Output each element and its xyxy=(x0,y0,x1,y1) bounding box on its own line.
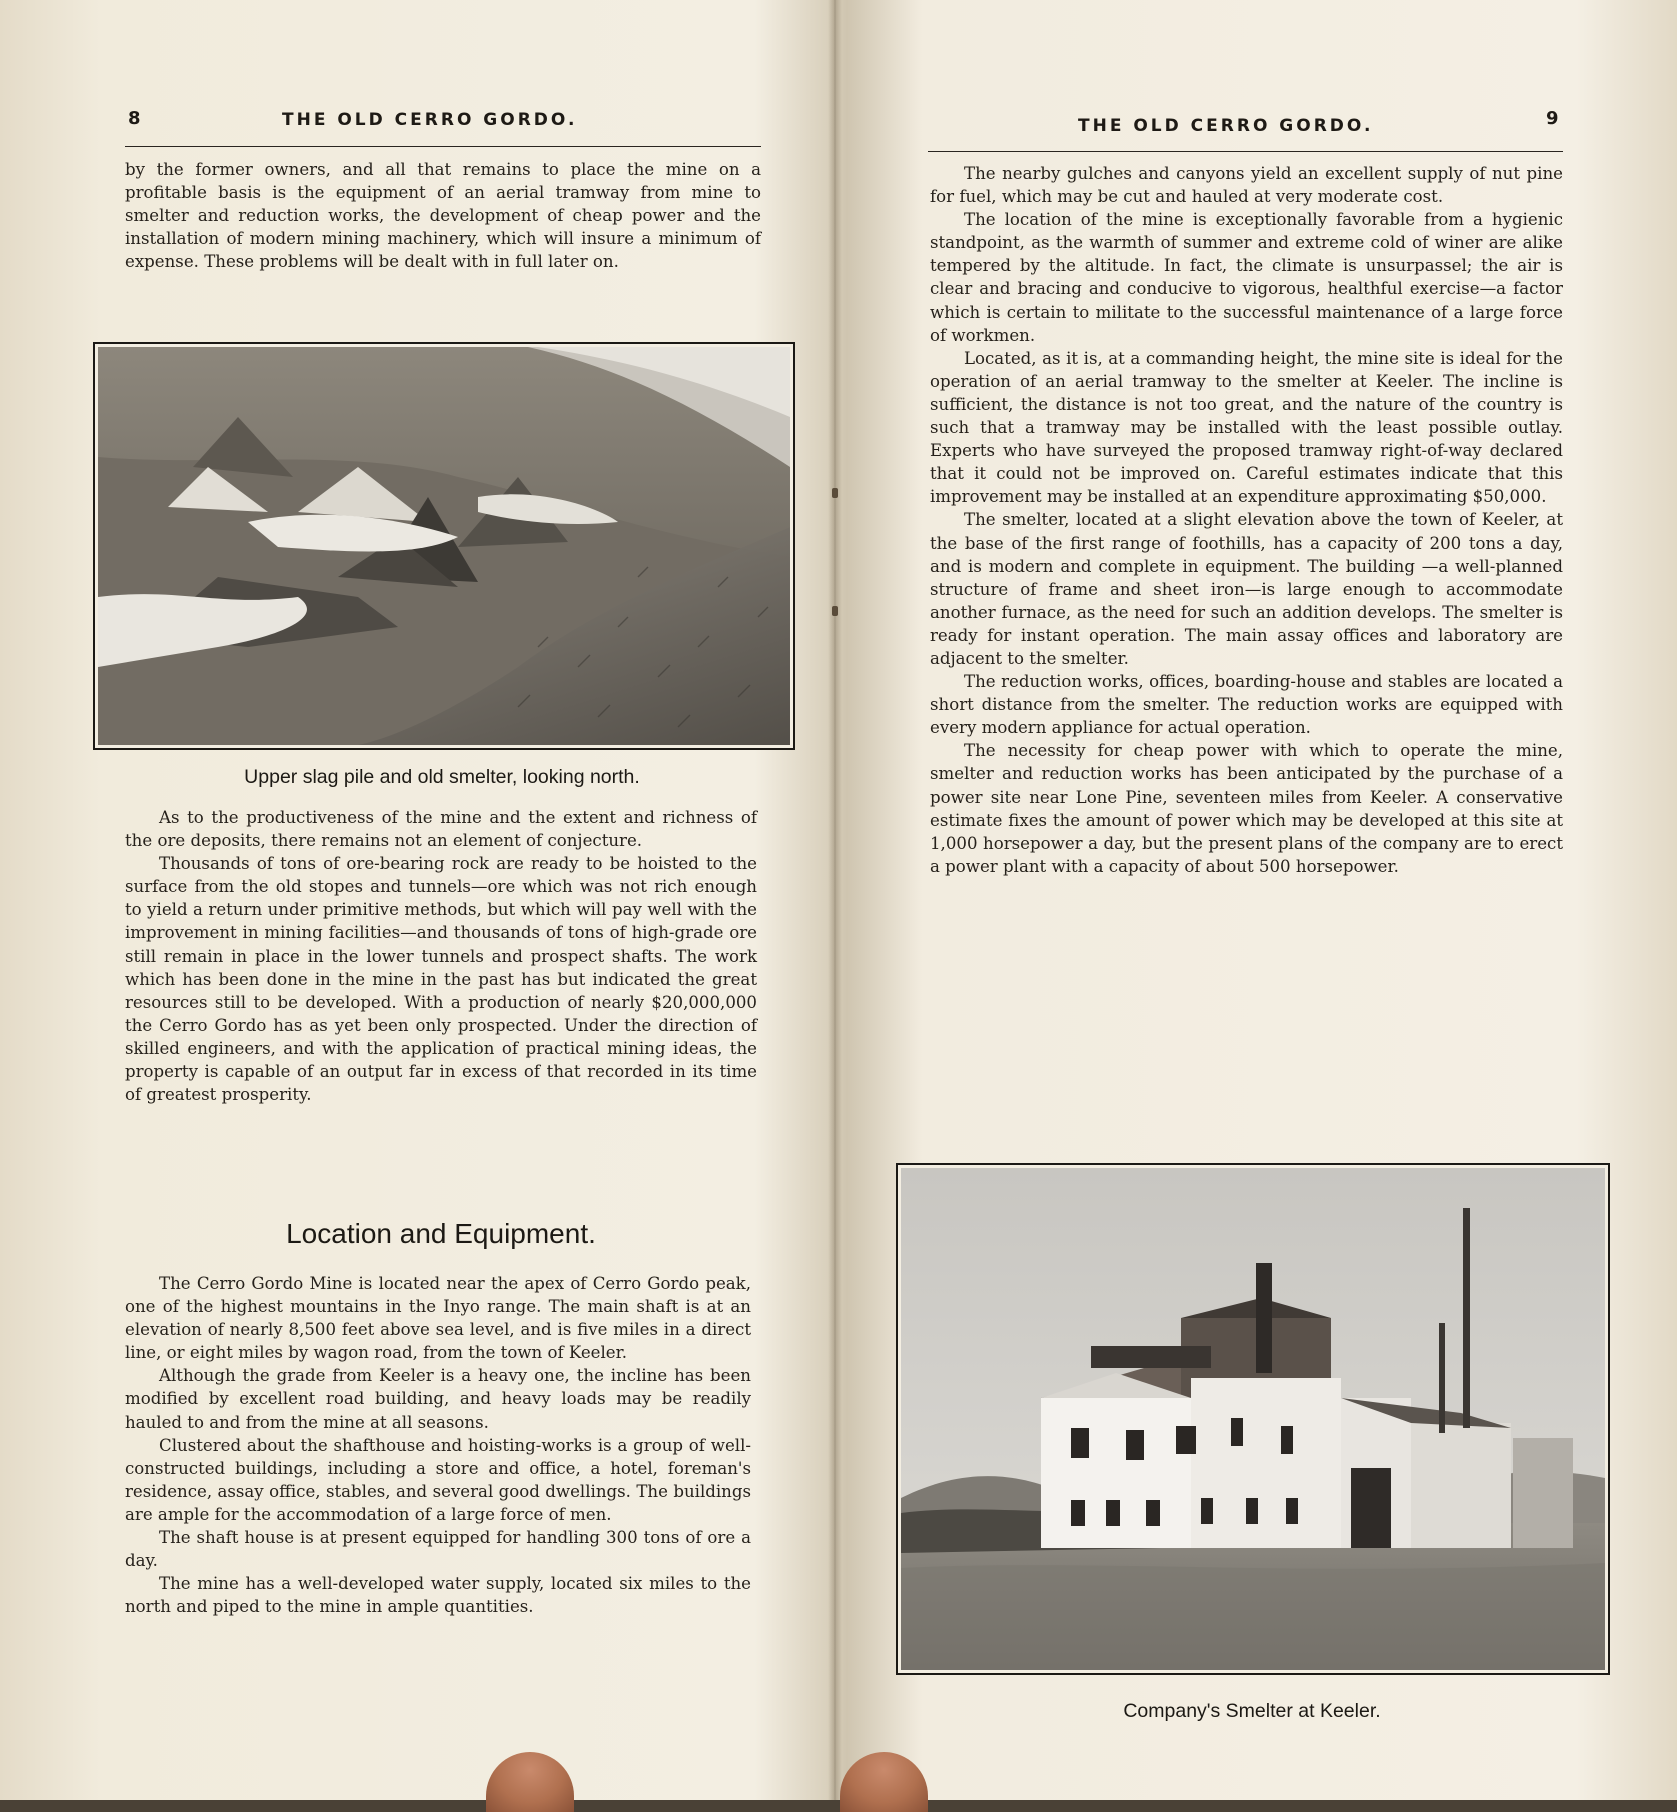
header-rule xyxy=(928,151,1563,152)
right-page-text xyxy=(930,162,1563,878)
left-page xyxy=(0,0,832,1800)
slag-pile-image xyxy=(98,347,790,745)
paragraph: The reduction works, offices, boarding-house and stables are located a short distance from the smelter. The reduction works are equipped with every modern appliance for actual operation. xyxy=(930,672,1563,738)
slag-pile-photo xyxy=(93,342,795,750)
paragraph: The necessity for cheap power with which to operate the mine, smelter and reduction works has been anticipated by the purchase of a power site near Lone Pine, seventeen miles from Keeler. A conservative estimate fixes the amount of power which may be developed at this site at 1,000 horsepower a day, but the present plans of the company are to erect a power plant with a capacity of about 500 horsepower. xyxy=(930,741,1563,876)
productiveness-text xyxy=(125,806,757,1106)
running-head: THE OLD CERRO GORDO. xyxy=(282,110,578,130)
paragraph: The smelter, located at a slight elevation above the town of Keeler, at the base of the first range of foothills, has a capacity of 200 tons a day, and is modern and complete in equipment. The building —a well-planned structure of frame and sheet iron—is large enough to accommodate another furnace, as the need for such an addition develops. The smelter is ready for instant operation. The main assay offices and laboratory are adjacent to the smelter. xyxy=(930,510,1563,668)
photo-caption: Upper slag pile and old smelter, looking north. xyxy=(244,766,640,788)
section-heading: Location and Equipment. xyxy=(286,1218,596,1249)
location-text xyxy=(125,1272,751,1618)
page-number: 9 xyxy=(1546,108,1559,129)
paragraph: by the former owners, and all that remains to place the mine on a profitable basis is the equipment of an aerial tramway from mine to smelter and reduction works, the development of cheap power and the installation of modern mining machinery, which will insure a minimum of expense. These problems will be dealt with in full later on. xyxy=(125,160,761,272)
smelter-photo xyxy=(896,1163,1610,1675)
paragraph: The location of the mine is exceptionally favorable from a hygienic standpoint, as the warmth of summer and extreme cold of winer are alike tempered by the altitude. In fact, the climate is unsurpassel; the air is clear and bracing and conducive to vigorous, healthful exercise—a factor which is certain to militate to the successful maintenance of a large force of workmen. xyxy=(930,210,1563,345)
paragraph: Thousands of tons of ore-bearing rock are ready to be hoisted to the surface from the old stopes and tunnels—ore which was not rich enough to yield a return under primitive methods, but which will pay well with the improvement in mining facilities—and thousands of tons of high-grade ore still remain in place in the lower tunnels and prospect shafts. The work which has been done in the mine in the past has but indicated the great resources still to be developed. With a production of nearly $20,000,000 the Cerro Gordo has as yet been only prospected. Under the direction of skilled engineers, and with the application of practical mining ideas, the property is capable of an output far in excess of that recorded in its time of greatest prosperity. xyxy=(125,854,757,1105)
paragraph: Located, as it is, at a commanding height, the mine site is ideal for the operation of an aerial tramway to the smelter at Keeler. The incline is sufficient, the distance is not too great, and the nature of the country is such that a tramway may be installed with the least possible outlay. Experts who have surveyed the proposed tramway right-of-way declared that it could not be improved on. Careful estimates indicate that this improvement may be installed at an expenditure approximating $50,000. xyxy=(930,348,1563,507)
paragraph: The mine has a well-developed water supply, located six miles to the north and piped to the mine in ample quantities. xyxy=(125,1574,751,1617)
photo-caption: Company's Smelter at Keeler. xyxy=(1123,1700,1381,1722)
paragraph: The shaft house is at present equipped for handling 300 tons of ore a day. xyxy=(125,1528,751,1571)
right-page xyxy=(838,0,1677,1800)
paragraph: As to the productiveness of the mine and the extent and richness of the ore deposits, there remains not an element of conjecture. xyxy=(125,808,757,851)
page-number: 8 xyxy=(128,108,141,129)
paragraph: Clustered about the shafthouse and hoisting-works is a group of well-constructed buildings, including a store and office, a hotel, foreman's residence, assay office, stables, and several good dwellings. The buildings are ample for the accommodation of a large force of men. xyxy=(125,1435,751,1524)
paragraph: The nearby gulches and canyons yield an excellent supply of nut pine for fuel, which may be cut and hauled at very moderate cost. xyxy=(930,164,1563,207)
paragraph: Although the grade from Keeler is a heavy one, the incline has been modified by excellent road building, and heavy loads may be readily hauled to and from the mine at all seasons. xyxy=(125,1366,751,1432)
smelter-image xyxy=(901,1168,1605,1670)
intro-text xyxy=(125,158,761,273)
running-head: THE OLD CERRO GORDO. xyxy=(1078,116,1374,136)
paragraph: The Cerro Gordo Mine is located near the apex of Cerro Gordo peak, one of the highest mountains in the Inyo range. The main shaft is at an elevation of nearly 8,500 feet above sea level, and is five miles in a direct line, or eight miles by wagon road, from the town of Keeler. xyxy=(125,1274,751,1363)
header-rule xyxy=(125,146,761,147)
